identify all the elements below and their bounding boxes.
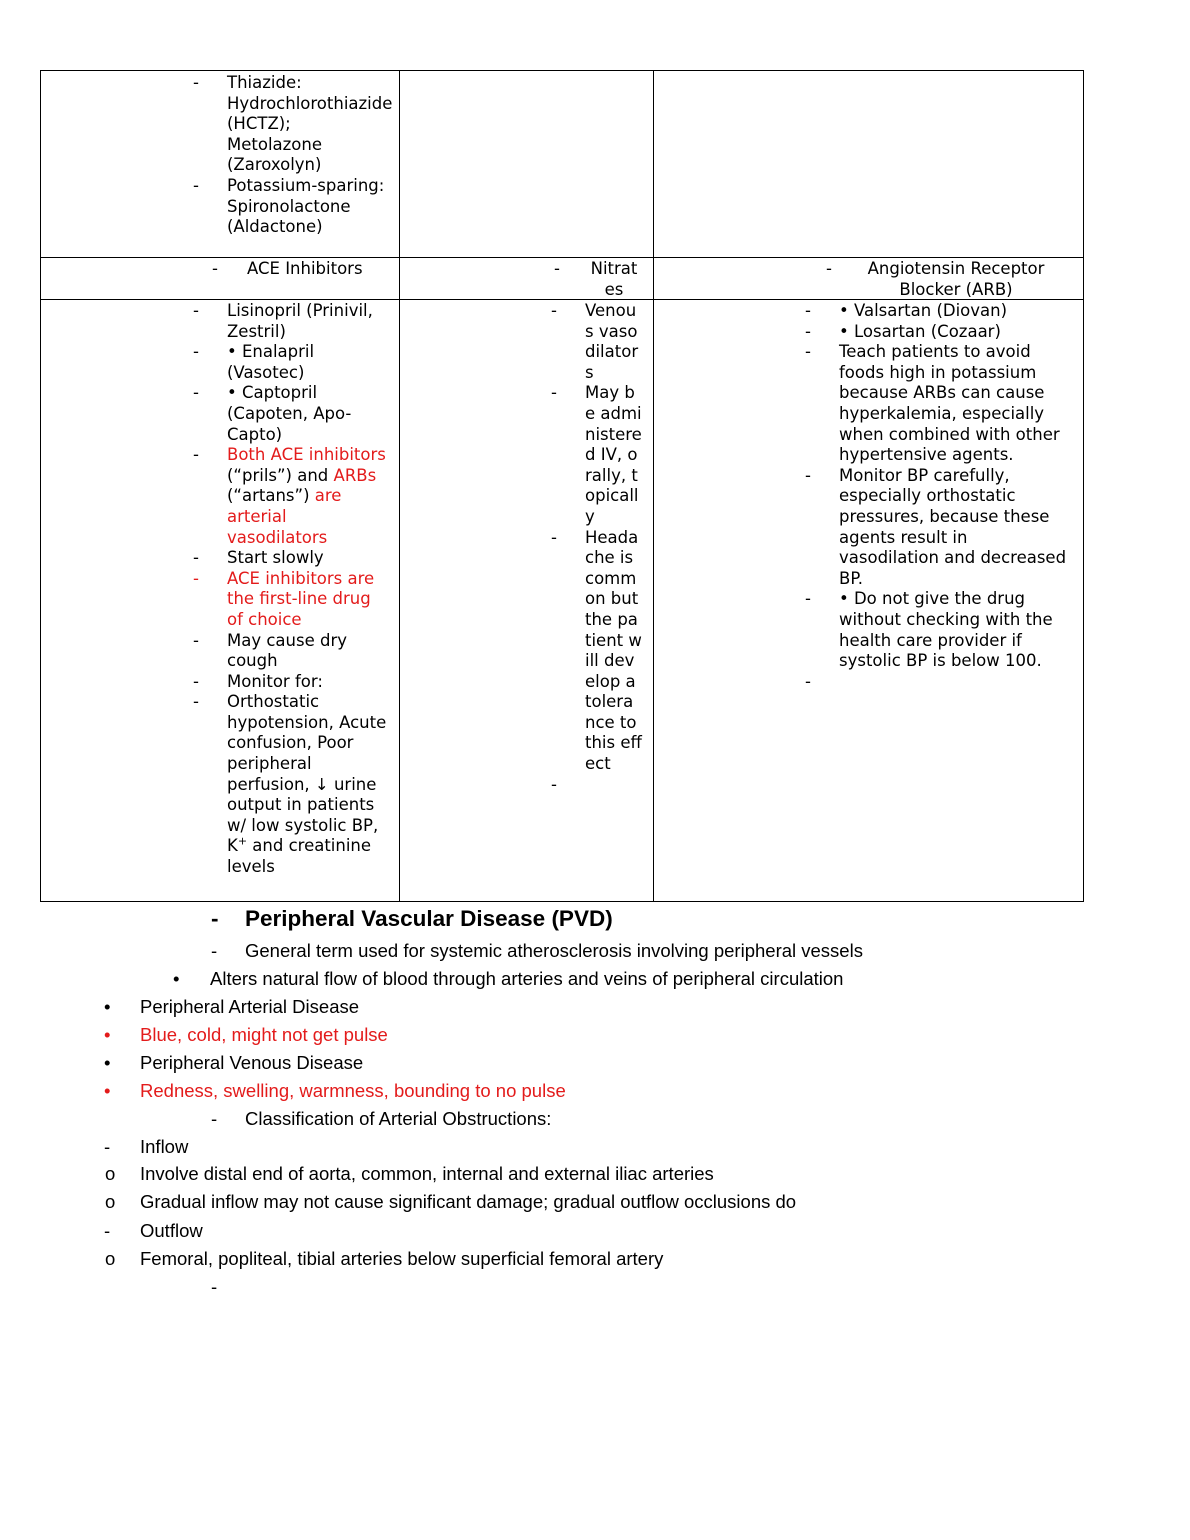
section-title: Peripheral Vascular Disease (PVD) [245,906,613,931]
arb-details-cell [654,300,1084,902]
header-nitrates [400,258,654,300]
note-line: Outflow [140,1220,203,1241]
note-line: General term used for systemic atherosclerosis involving peripheral vessels [245,940,863,961]
dash-marker: - [211,1276,218,1297]
note-line: Gradual inflow may not cause significant damage; gradual outflow occlusions do [140,1191,797,1212]
list-item: - Monitor for: [227,672,389,693]
list-item: - Teach patients to avoid foods high in potassium because ARBs can cause hyperkalemia, especially when combined with other hypertensive agents. [839,342,1071,466]
list-item: - • Do not give the drug without checking with the health care provider if systolic BP is below 100. [839,589,1071,671]
table-row-diuretics [41,71,1084,258]
table-row-drugs [41,300,1084,902]
bullet-marker: • [173,968,180,989]
note-line: Inflow [140,1136,189,1157]
list-item: - May be administered IV, orally, topically [585,383,643,527]
emphasis-text: are arterial vasodilators [227,486,342,547]
circle-marker: o [105,1163,116,1184]
dash-marker: - [104,1136,111,1157]
dash-marker: - [212,259,218,278]
list-item [227,692,389,877]
header-label: Angiotensin Receptor Blocker (ARB) [867,259,1045,299]
table-header-row [41,258,1084,300]
plain-text: (“artans”) [227,486,315,506]
list-item: - May cause dry cough [227,631,389,672]
list-item: - Venous vasodilators [585,301,643,383]
empty-cell [654,71,1084,258]
circle-marker: o [105,1248,116,1269]
list-item: - • Enalapril (Vasotec) [227,342,389,383]
superscript: + [237,834,248,848]
plain-text: and creatinine levels [227,836,372,877]
drug-table [40,70,1084,902]
note-line: Classification of Arterial Obstructions: [245,1108,552,1129]
list-item [839,672,1071,693]
list-item: - Thiazide: Hydrochlorothiazide (HCTZ); Metolazone (Zaroxolyn) [227,73,387,176]
dash-marker: - [554,259,560,278]
circle-marker: o [105,1191,116,1212]
ace-details-cell [41,300,400,902]
note-line: Peripheral Venous Disease [140,1052,364,1073]
note-line: Peripheral Arterial Disease [140,996,360,1017]
bullet-marker: • [104,1024,111,1045]
dash-marker: - [826,259,832,278]
empty-cell [400,71,654,258]
list-item: - Headache is common but the patient will develop a tolerance to this effect [585,528,643,775]
dash-marker: - [211,906,219,931]
header-ace-inhibitors [41,258,400,300]
list-item: - ACE inhibitors are the first-line drug of choice [227,569,389,631]
note-line: Alters natural flow of blood through arteries and veins of peripheral circulation [210,968,844,989]
dash-marker: - [104,1220,111,1241]
diuretics-cell [41,71,400,258]
note-line: Femoral, popliteal, tibial arteries below superficial femoral artery [140,1248,664,1269]
plain-text: (“prils”) and [227,465,334,485]
note-line-emphasis: Blue, cold, might not get pulse [140,1024,388,1045]
list-item: - • Valsartan (Diovan) [839,301,1071,322]
emphasis-text: ARBs [333,465,377,485]
list-item: - • Captopril (Capoten, Apo-Capto) [227,383,389,445]
list-item: - • Losartan (Cozaar) [839,322,1071,343]
list-item: - Lisinopril (Prinivil, Zestril) [227,301,389,342]
bullet-marker: • [104,1052,111,1073]
emphasis-text: Both ACE inhibitors [227,445,386,465]
dash-marker: - [211,1108,218,1129]
header-label: ACE Inhibitors [247,259,363,278]
dash-marker: - [211,940,218,961]
header-arb [654,258,1084,300]
list-item: - Potassium-sparing: Spironolactone (Aldactone) [227,176,387,238]
bullet-marker: • [104,996,111,1017]
list-item: - Start slowly [227,548,389,569]
list-item: - Monitor BP carefully, especially orthostatic pressures, because these agents result in vasodilation and decreased BP. [839,466,1071,590]
bullet-marker: • [104,1080,111,1101]
note-line-emphasis: Redness, swelling, warmness, bounding to no pulse [140,1080,566,1101]
plain-text: Orthostatic hypotension, Acute confusion, Poor peripheral perfusion, ↓ urine output in patients w/ low systolic BP, K [227,692,387,856]
nitrates-details-cell [400,300,654,902]
list-item [227,445,389,548]
list-item [585,775,643,796]
note-line: Involve distal end of aorta, common, internal and external iliac arteries [140,1163,714,1184]
header-label: Nitrates [590,259,638,299]
